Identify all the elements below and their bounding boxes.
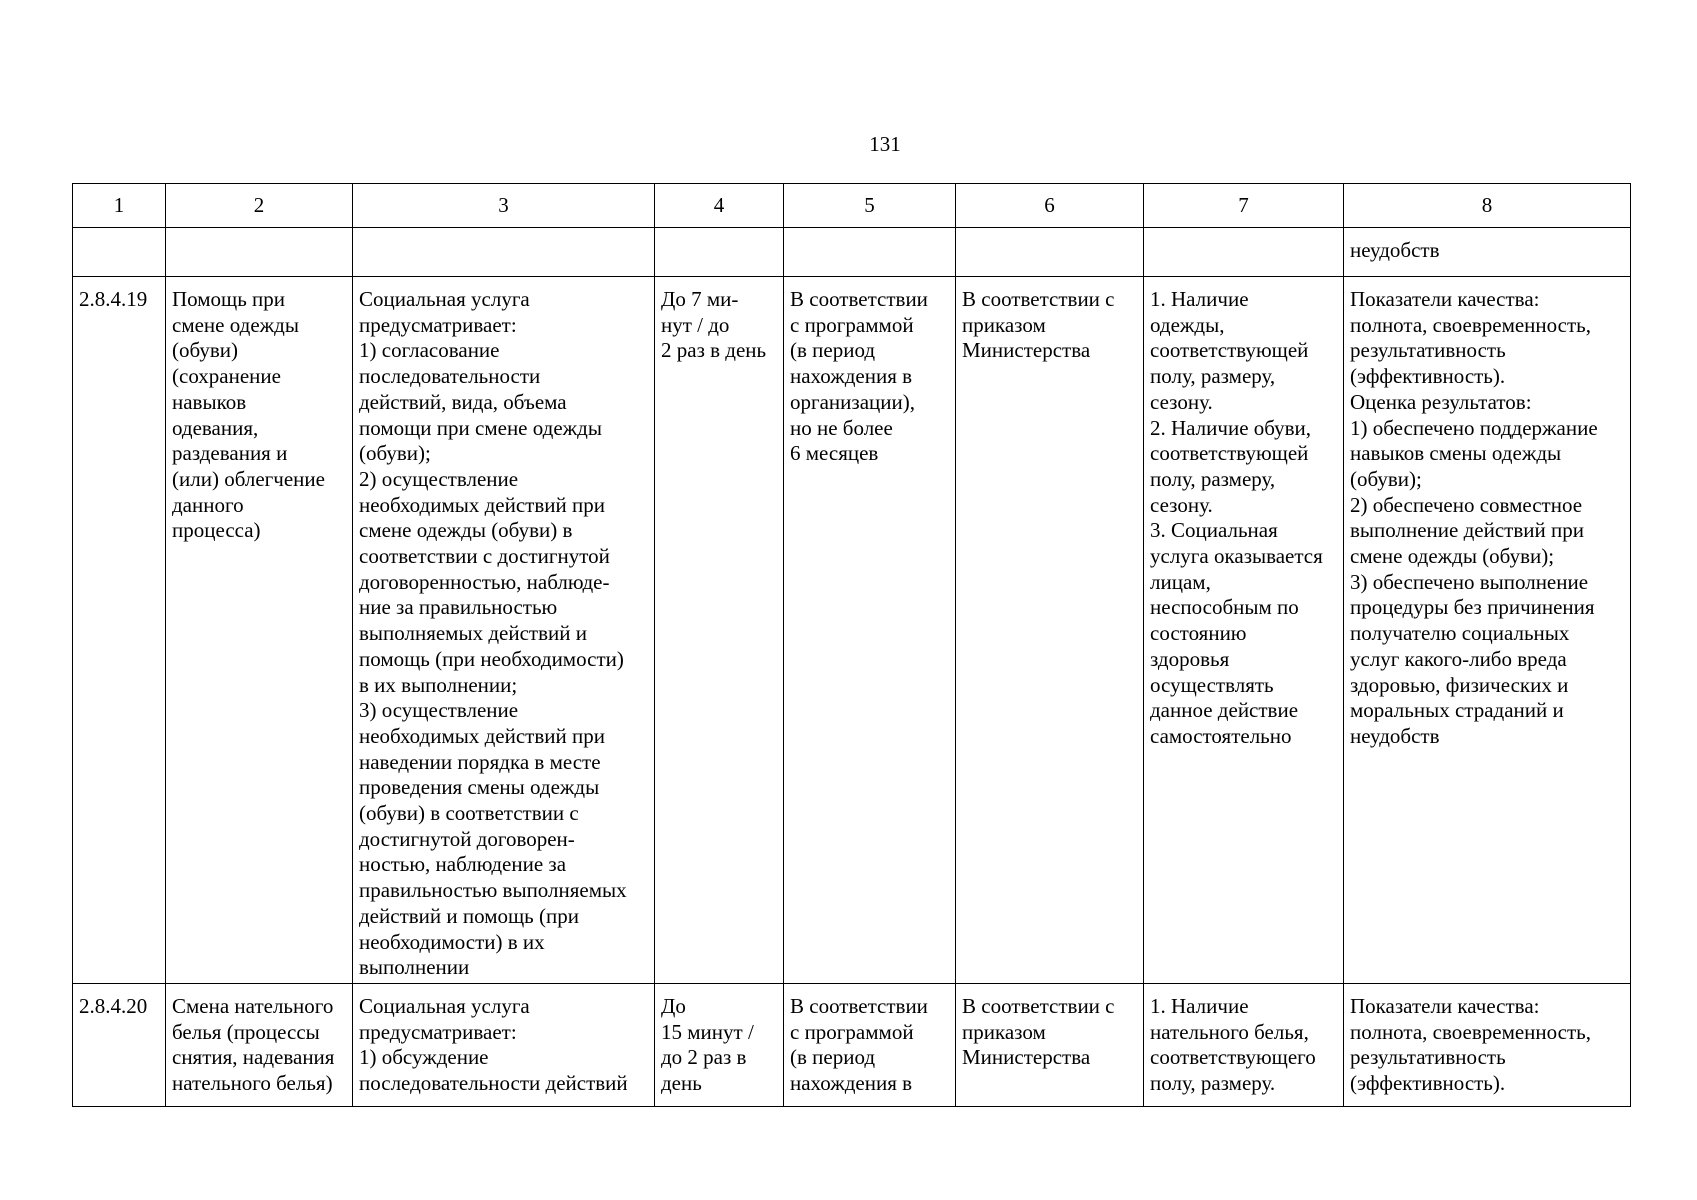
service-description: Социальная услуга предусматривает: 1) согласование последовательности действий, вида, объема помощи при смене одежды (обуви); 2) осуществление необходимых действий при смене одежды (обуви) в соответствии с достигнутой договоренностью, наблюде- ние за правильностью выполняемых действий и помощь (при необходимости) в их выполнении; 3) осуществление необходимых действий при наведении порядка в месте проведения смены одежды (обуви) в соответствии с достигнутой договорен- ностью, наблюдение за правильностью выполняемых действий и помощь (при необходимости) в их выполнении: [353, 277, 655, 984]
header-cell-3: 3: [353, 184, 655, 228]
header-cell-5: 5: [784, 184, 956, 228]
service-code: 2.8.4.19: [73, 277, 166, 984]
header-cell-4: 4: [655, 184, 784, 228]
table-row: [73, 983, 1631, 1106]
service-term: В соответствии с программой (в период нахождения в организации), но не более 6 месяцев: [784, 277, 956, 984]
header-cell-8: 8: [1344, 184, 1631, 228]
service-conditions: 1. Наличие одежды, соответствующей полу, размеру, сезону. 2. Наличие обуви, соответствующей полу, размеру, сезону. 3. Социальная услуга оказывается лицам, неспособным по состоянию здоровья осуществлять данное действие самостоятельно: [1144, 277, 1344, 984]
service-code: 2.8.4.20: [73, 983, 166, 1106]
continuation-cell-5: [784, 228, 956, 277]
service-name: Смена нательного белья (процессы снятия, надевания нательного белья): [166, 983, 353, 1106]
service-tariff: В соответствии с приказом Министерства: [956, 277, 1144, 984]
service-description: Социальная услуга предусматривает: 1) обсуждение последовательности действий: [353, 983, 655, 1106]
service-term: В соответствии с программой (в период нахождения в: [784, 983, 956, 1106]
continuation-cell-2: [166, 228, 353, 277]
service-time: До 7 ми- нут / до 2 раз в день: [655, 277, 784, 984]
header-cell-6: 6: [956, 184, 1144, 228]
continuation-cell-1: [73, 228, 166, 277]
services-table: [72, 183, 1631, 1107]
table-header-row: [73, 184, 1631, 228]
service-name: Помощь при смене одежды (обуви) (сохранение навыков одевания, раздевания и (или) облегчение данного процесса): [166, 277, 353, 984]
continuation-row: [73, 228, 1631, 277]
service-time: До 15 минут / до 2 раз в день: [655, 983, 784, 1106]
header-cell-1: 1: [73, 184, 166, 228]
page-number: 131: [869, 132, 901, 156]
continuation-cell-4: [655, 228, 784, 277]
continuation-cell-3: [353, 228, 655, 277]
service-quality: Показатели качества: полнота, своевременность, результативность (эффективность).: [1344, 983, 1631, 1106]
continuation-cell-6: [956, 228, 1144, 277]
continuation-cell-8: неудобств: [1344, 228, 1631, 277]
header-cell-2: 2: [166, 184, 353, 228]
header-cell-7: 7: [1144, 184, 1344, 228]
service-tariff: В соответствии с приказом Министерства: [956, 983, 1144, 1106]
service-conditions: 1. Наличие нательного белья, соответствующего полу, размеру.: [1144, 983, 1344, 1106]
continuation-cell-7: [1144, 228, 1344, 277]
table-row: [73, 277, 1631, 984]
service-quality: Показатели качества: полнота, своевременность, результативность (эффективность). Оценка результатов: 1) обеспечено поддержание навыков смены одежды (обуви); 2) обеспечено совместное выполнение действий при смене одежды (обуви); 3) обеспечено выполнение процедуры без причинения получателю социальных услуг какого-либо вреда здоровью, физических и моральных страданий и неудобств: [1344, 277, 1631, 984]
